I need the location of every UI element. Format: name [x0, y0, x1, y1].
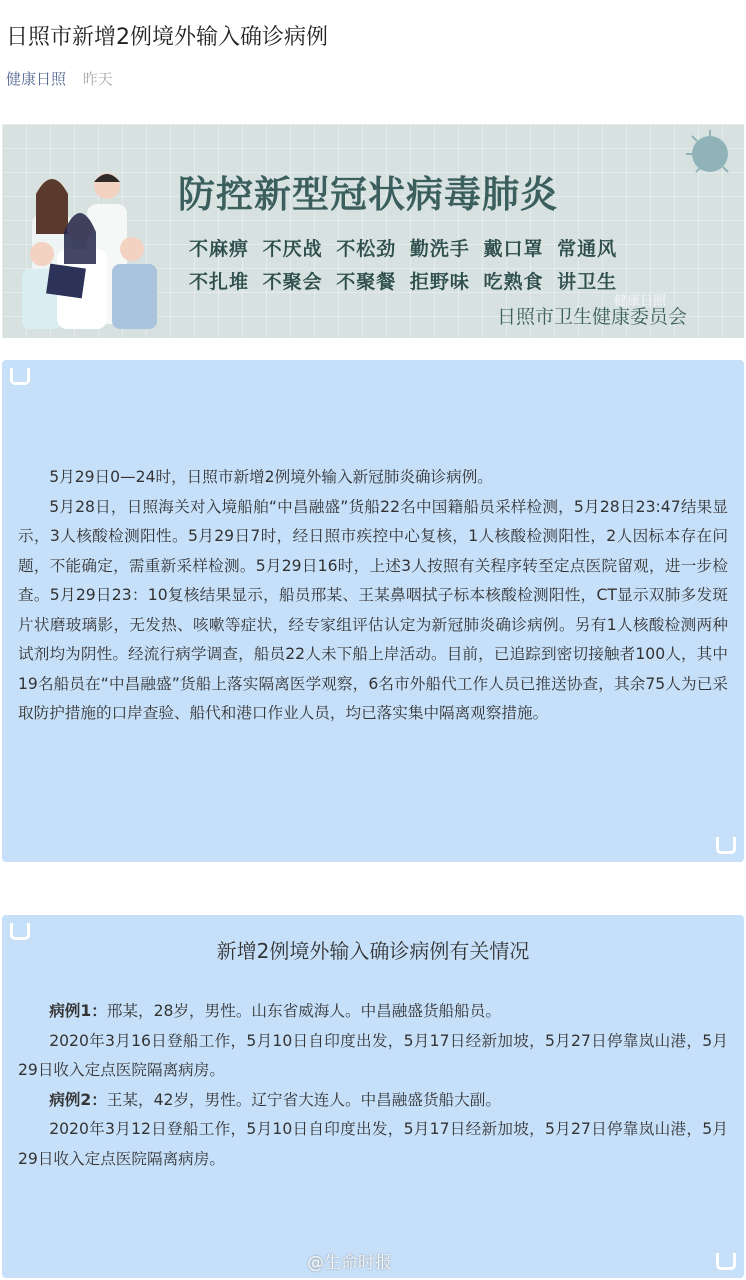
banner-headline: 防控新型冠状病毒肺炎: [178, 173, 558, 216]
announcement-text: [18, 463, 728, 729]
case-summary: 病例1：邢某，28岁，男性。山东省威海人。中昌融盛货船船员。: [49, 1002, 501, 1020]
virus-icon: [676, 128, 736, 188]
publish-time: 昨天: [82, 70, 113, 88]
medical-staff-illustration: [12, 154, 162, 329]
announcement-card: [2, 360, 744, 862]
paragraph: 5月29日0—24时，日照市新增2例境外输入新冠肺炎确诊病例。: [49, 468, 493, 486]
case-detail: 2020年3月16日登船工作，5月10日自印度出发，5月17日经新加坡，5月27日停靠岚山港，5月29日收入定点医院隔离病房。: [18, 1031, 728, 1079]
corner-bracket-icon: [716, 837, 736, 854]
case-details-title: 新增2例境外输入确诊病例有关情况: [216, 939, 530, 963]
case-detail: 2020年3月12日登船工作，5月10日自印度出发，5月17日经新加坡，5月27日停靠岚山港，5月29日收入定点医院隔离病房。: [18, 1120, 728, 1168]
campaign-banner: [2, 124, 744, 338]
article-meta: [6, 68, 113, 89]
case-details-card: [2, 915, 744, 1278]
banner-organization: 日照市卫生健康委员会: [497, 306, 688, 328]
article-title: 日照市新增2例境外输入确诊病例: [6, 25, 328, 50]
paragraph: 5月28日，日照海关对入境船舶“中昌融盛”货船22名中国籍船员采样检测，5月28日23:47结果显示，3人核酸检测阳性。5月29日7时，经日照市疾控中心复核，1人核酸检测阳性，2人因标本存在问题，不能确定，需重新采样检测。5月29日16时，上述3人按照有关程序转至定点医院留观，进一步检查。5月29日23：10复核结果显示，船员邢某、王某鼻咽拭子标本核酸检测阳性，CT显示双肺多发斑片状磨玻璃影，无发热、咳嗽等症状，经专家组评估认定为新冠肺炎确诊病例。另有1人核酸检测两种试剂均为阴性。经流行病学调查，船员22人未下船上岸活动。目前，已追踪到密切接触者100人，其中19名船员在“中昌融盛”货船上落实隔离医学观察，6名市外船代工作人员已推送协查，其余75人为已采取防护措施的口岸查验、船代和港口作业人员，均已落实集中隔离观察措施。: [18, 497, 728, 722]
banner-slogan-1: 不麻痹 不厌战 不松劲 勤洗手 戴口罩 常通风: [189, 238, 618, 260]
corner-bracket-icon: [716, 1253, 736, 1270]
account-link[interactable]: 健康日照: [6, 70, 67, 88]
corner-bracket-icon: [10, 368, 30, 385]
banner-watermark: 健康日照: [614, 294, 667, 309]
banner-slogan-2: 不扎堆 不聚会 不聚餐 拒野味 吃熟食 讲卫生: [189, 271, 618, 293]
case-summary: 病例2：王某，42岁，男性。辽宁省大连人。中昌融盛货船大副。: [49, 1090, 501, 1109]
case-details-text: [18, 997, 728, 1174]
weibo-watermark: @生命时报: [307, 1253, 392, 1273]
